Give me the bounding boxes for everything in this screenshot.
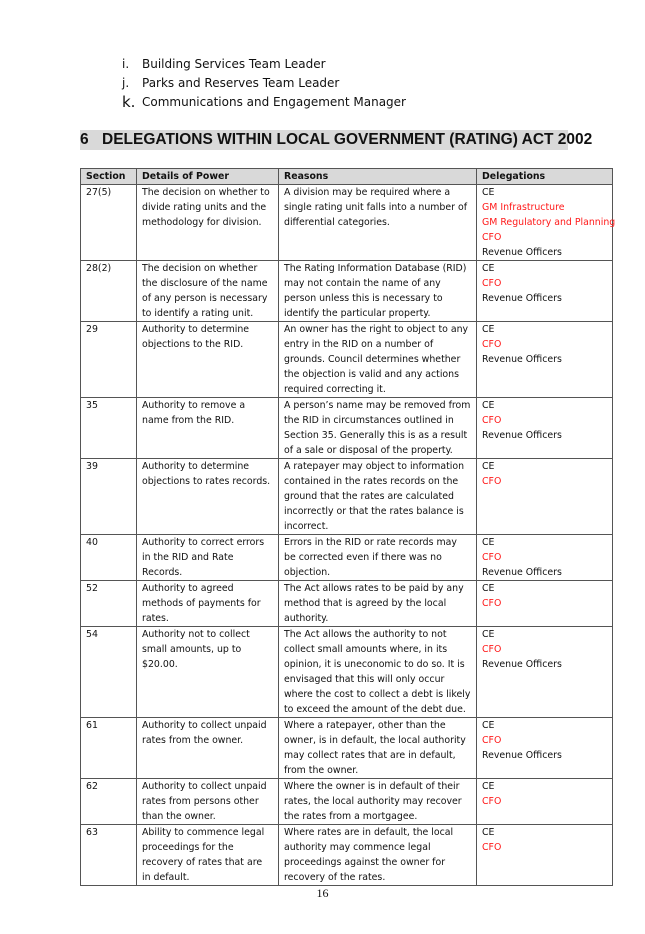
delegation-item: CFO [482, 735, 502, 746]
table-row [81, 581, 613, 627]
list-marker: k. [122, 93, 136, 111]
delegation-item: CFO [482, 415, 502, 426]
cell-reasons: A ratepayer may object to information contained in the rates records on the ground that the rates are calculated incorrectly or that the rates balance is incorrect. [279, 459, 477, 535]
table-header-row [81, 169, 613, 185]
cell-details: Authority to collect unpaid rates from the owner. [137, 718, 279, 779]
table-row [81, 718, 613, 779]
delegation-item: CE [482, 263, 495, 274]
delegation-item: CFO [482, 476, 502, 487]
cell-section: 35 [81, 398, 137, 459]
delegation-item: CFO [482, 796, 502, 807]
table-row [81, 627, 613, 718]
list-item-text: Communications and Engagement Manager [142, 95, 406, 109]
delegation-item: CE [482, 461, 495, 472]
cell-delegations [477, 459, 613, 535]
cell-section: 62 [81, 779, 137, 825]
table-row [81, 398, 613, 459]
cell-section: 28(2) [81, 261, 137, 322]
cell-section: 61 [81, 718, 137, 779]
delegation-item: Revenue Officers [482, 567, 562, 578]
cell-details: Authority to determine objections to rates records. [137, 459, 279, 535]
cell-details: Authority to correct errors in the RID and Rate Records. [137, 535, 279, 581]
column-header-reasons: Reasons [279, 169, 477, 185]
delegation-item: CE [482, 537, 495, 548]
cell-section: 27(5) [81, 185, 137, 261]
delegation-item: CE [482, 583, 495, 594]
cell-section: 52 [81, 581, 137, 627]
delegation-item: Revenue Officers [482, 354, 562, 365]
delegation-item: CFO [482, 339, 502, 350]
delegation-item: GM Regulatory and Planning [482, 217, 616, 228]
table-row [81, 459, 613, 535]
cell-delegations [477, 398, 613, 459]
cell-section: 40 [81, 535, 137, 581]
section-number: 6 [80, 131, 89, 148]
delegation-item: CFO [482, 552, 502, 563]
delegation-item: Revenue Officers [482, 247, 562, 258]
cell-reasons: The Rating Information Database (RID) may not contain the name of any person unless this is necessary to identify the particular property. [279, 261, 477, 322]
cell-details: Authority to agreed methods of payments for rates. [137, 581, 279, 627]
delegation-item: CE [482, 720, 495, 731]
delegation-item: GM Infrastructure [482, 202, 565, 213]
delegation-item: CE [482, 400, 495, 411]
list-item-text: Building Services Team Leader [142, 57, 326, 71]
cell-details: Ability to commence legal proceedings for the recovery of rates that are in default. [137, 825, 279, 886]
cell-section: 54 [81, 627, 137, 718]
delegation-item: Revenue Officers [482, 293, 562, 304]
delegation-item: CE [482, 781, 495, 792]
cell-delegations [477, 261, 613, 322]
list-item-text: Parks and Reserves Team Leader [142, 76, 340, 90]
cell-reasons: The Act allows the authority to not collect small amounts where, in its opinion, it is uneconomic to do so. It is envisaged that this will only occur where the cost to collect a debt is likely to exceed the amount of the debt due. [279, 627, 477, 718]
delegation-item: CE [482, 187, 495, 198]
column-header-details: Details of Power [137, 169, 279, 185]
delegations-table [80, 168, 616, 886]
list-marker: i. [122, 57, 130, 71]
delegation-item: Revenue Officers [482, 430, 562, 441]
cell-delegations [477, 825, 613, 886]
list-marker: j. [122, 76, 130, 90]
delegation-item: Revenue Officers [482, 750, 562, 761]
page-number: 16 [316, 886, 329, 900]
table-row [81, 322, 613, 398]
cell-reasons: Where the owner is in default of their rates, the local authority may recover the rates from a mortgagee. [279, 779, 477, 825]
cell-delegations [477, 581, 613, 627]
table-row [81, 261, 613, 322]
table-row [81, 779, 613, 825]
cell-reasons: Where a ratepayer, other than the owner, is in default, the local authority may collect rates that are in default, from the owner. [279, 718, 477, 779]
delegation-item: CE [482, 827, 495, 838]
cell-details: Authority to collect unpaid rates from persons other than the owner. [137, 779, 279, 825]
cell-delegations [477, 779, 613, 825]
table-row [81, 535, 613, 581]
column-header-delegations: Delegations [477, 169, 613, 185]
cell-details: The decision on whether to divide rating units and the methodology for division. [137, 185, 279, 261]
cell-delegations [477, 535, 613, 581]
cell-reasons: Where rates are in default, the local authority may commence legal proceedings against the owner for recovery of the rates. [279, 825, 477, 886]
section-title: DELEGATIONS WITHIN LOCAL GOVERNMENT (RATING) ACT 2002 [102, 131, 593, 148]
delegation-item: CFO [482, 644, 502, 655]
cell-reasons: A person’s name may be removed from the RID in circumstances outlined in Section 35. Generally this is as a result of a sale or disposal of the property. [279, 398, 477, 459]
column-header-section: Section [81, 169, 137, 185]
cell-delegations [477, 627, 613, 718]
delegation-item: CE [482, 629, 495, 640]
cell-section: 63 [81, 825, 137, 886]
cell-reasons: The Act allows rates to be paid by any method that is agreed by the local authority. [279, 581, 477, 627]
cell-details: Authority to remove a name from the RID. [137, 398, 279, 459]
cell-details: The decision on whether the disclosure of the name of any person is necessary to identify a rating unit. [137, 261, 279, 322]
cell-details: Authority not to collect small amounts, up to $20.00. [137, 627, 279, 718]
delegation-item: CFO [482, 278, 502, 289]
delegation-item: CFO [482, 232, 502, 243]
cell-details: Authority to determine objections to the RID. [137, 322, 279, 398]
table-row [81, 185, 613, 261]
cell-reasons: An owner has the right to object to any entry in the RID on a number of grounds. Council determines whether the objection is valid and any actions required correcting it. [279, 322, 477, 398]
delegation-item: Revenue Officers [482, 659, 562, 670]
cell-reasons: A division may be required where a single rating unit falls into a number of differential categories. [279, 185, 477, 261]
cell-section: 29 [81, 322, 137, 398]
cell-section: 39 [81, 459, 137, 535]
cell-delegations [477, 322, 613, 398]
cell-reasons: Errors in the RID or rate records may be corrected even if there was no objection. [279, 535, 477, 581]
table-row [81, 825, 613, 886]
section-heading [80, 130, 593, 150]
delegation-item: CFO [482, 598, 502, 609]
delegation-item: CFO [482, 842, 502, 853]
cell-delegations [477, 185, 616, 261]
delegation-item: CE [482, 324, 495, 335]
cell-delegations [477, 718, 613, 779]
